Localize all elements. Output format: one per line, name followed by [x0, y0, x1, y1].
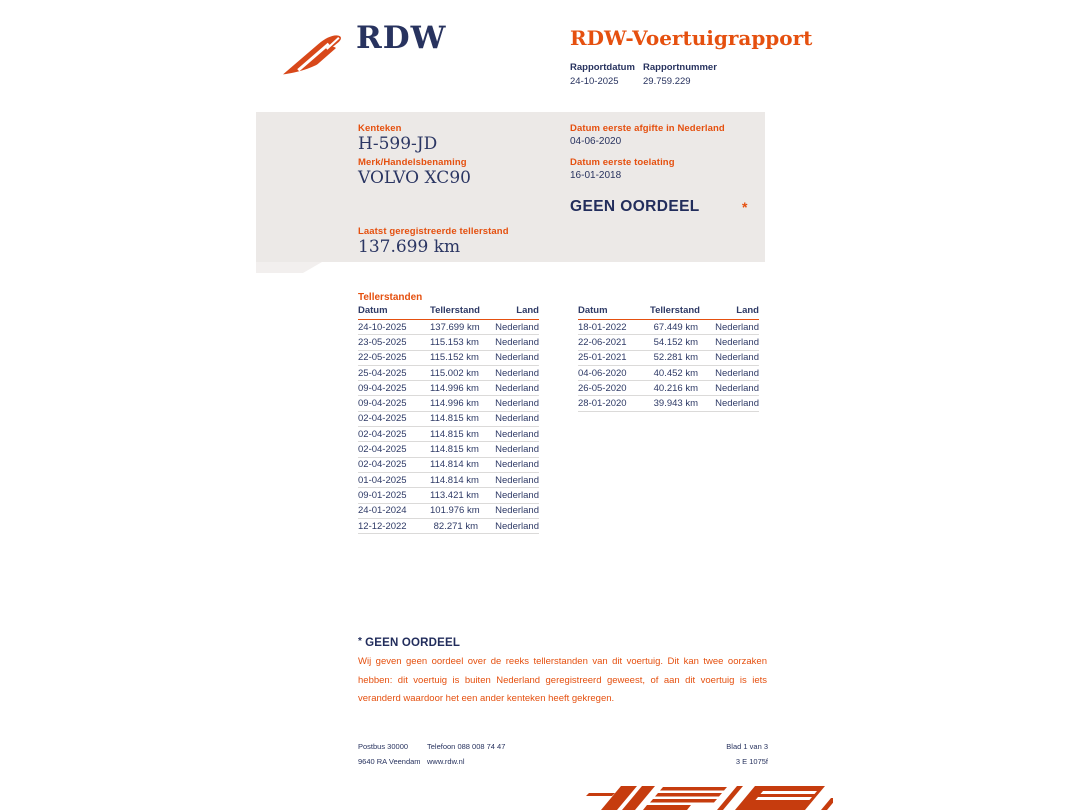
rdw-logo-text: RDW: [356, 20, 447, 56]
rdw-wing-logo-icon: [282, 28, 346, 76]
tellerstand-label: Laatst geregistreerde tellerstand: [358, 226, 509, 237]
header-datum: Datum: [358, 305, 388, 316]
table-cell: 25-04-2025: [358, 367, 407, 379]
table-cell: 12-12-2022: [358, 520, 407, 532]
footer-page-number: Blad 1 van 3: [726, 742, 768, 751]
table-cell: Nederland: [495, 459, 539, 471]
table-cell: 54.152 km: [653, 336, 698, 348]
footnote-asterisk: *: [358, 636, 363, 647]
table-cell: 26-05-2020: [578, 382, 627, 394]
table-row: [358, 473, 539, 488]
table-cell: 04-06-2020: [578, 367, 627, 379]
table-cell: Nederland: [715, 321, 759, 333]
tellerstanden-table-right: [578, 305, 759, 412]
oordeel-status: GEEN OORDEEL: [570, 198, 700, 215]
table-cell: Nederland: [495, 367, 539, 379]
table-cell: Nederland: [495, 336, 539, 348]
rapportnummer-label: Rapportnummer: [643, 62, 717, 73]
table-cell: 114.996 km: [430, 382, 479, 394]
table-row: [358, 335, 539, 350]
table-cell: 114.815 km: [430, 444, 479, 456]
table-cell: 67.449 km: [653, 321, 698, 333]
kenteken-label: Kenteken: [358, 123, 402, 134]
table-cell: Nederland: [495, 382, 539, 394]
header-tellerstand: Tellerstand: [650, 305, 700, 316]
table-cell: Nederland: [715, 336, 759, 348]
table-body: [358, 320, 539, 534]
footer-address: [358, 739, 421, 769]
table-cell: 113.421 km: [430, 489, 479, 501]
rapportdatum-value: 24-10-2025: [570, 76, 619, 87]
footer-form-code: 3 E 1075f: [735, 757, 768, 766]
table-cell: 09-04-2025: [358, 382, 407, 394]
table-header-row: [358, 305, 539, 320]
document-title: RDW-Voertuigrapport: [570, 26, 813, 50]
table-row: [358, 519, 539, 534]
vehicle-summary-box: [256, 112, 765, 262]
table-cell: 18-01-2022: [578, 321, 627, 333]
rapportnummer-value: 29.759.229: [643, 76, 691, 87]
table-cell: 02-04-2025: [358, 428, 407, 440]
footnote-title-text: GEEN OORDEEL: [365, 637, 461, 649]
table-row: [358, 412, 539, 427]
table-cell: 115.152 km: [430, 352, 479, 364]
report-meta: [570, 62, 717, 87]
table-cell: Nederland: [495, 520, 539, 532]
tellerstanden-section-title: Tellerstanden: [358, 292, 423, 303]
table-cell: 02-04-2025: [358, 459, 407, 471]
table-row: [358, 442, 539, 457]
footnote-title: [358, 636, 460, 649]
table-cell: 09-01-2025: [358, 489, 407, 501]
table-cell: 09-04-2025: [358, 398, 407, 410]
toelating-label: Datum eerste toelating: [570, 157, 675, 168]
table-row: [578, 335, 759, 350]
table-row: [358, 351, 539, 366]
table-cell: Nederland: [495, 474, 539, 486]
table-cell: Nederland: [495, 489, 539, 501]
header-land: Land: [516, 305, 539, 316]
table-row: [578, 366, 759, 381]
oordeel-asterisk: *: [742, 199, 748, 215]
afgifte-label: Datum eerste afgifte in Nederland: [570, 123, 725, 134]
table-cell: 101.976 km: [430, 505, 480, 517]
table-cell: 23-05-2025: [358, 336, 407, 348]
afgifte-value: 04-06-2020: [570, 136, 622, 147]
rapportdatum-label: Rapportdatum: [570, 62, 635, 73]
table-row: [358, 488, 539, 503]
table-row: [358, 366, 539, 381]
rdw-wing-stripes-graphic-icon: [585, 784, 833, 810]
toelating-value: 16-01-2018: [570, 170, 622, 181]
table-cell: 02-04-2025: [358, 444, 407, 456]
table-cell: 01-04-2025: [358, 474, 407, 486]
table-cell: 22-06-2021: [578, 336, 627, 348]
table-cell: 52.281 km: [653, 352, 698, 364]
table-cell: 114.815 km: [430, 428, 479, 440]
table-row: [578, 320, 759, 335]
table-cell: 22-05-2025: [358, 352, 407, 364]
table-cell: Nederland: [715, 367, 759, 379]
footnote-body: Wij geven geen oordeel over de reeks tellerstanden van dit voertuig. Dit kan twee oorzaken hebben: dit voertuig is buiten Nederland geregistreerd geweest, of aan dit voertuig is iets veranderd waardoor het een ander kenteken heeft gekregen.: [358, 656, 767, 704]
table-row: [578, 381, 759, 396]
table-row: [358, 458, 539, 473]
tellerstanden-table-left: [358, 305, 539, 534]
table-cell: 137.699 km: [430, 321, 480, 333]
tellerstand-value: 137.699 km: [358, 237, 461, 257]
footer-phone: Telefoon 088 008 74 47: [427, 742, 506, 751]
table-body: [578, 320, 759, 412]
table-cell: 115.153 km: [430, 336, 479, 348]
table-cell: Nederland: [495, 505, 539, 517]
table-row: [358, 427, 539, 442]
table-cell: Nederland: [495, 428, 539, 440]
footer-contact: [427, 739, 505, 769]
table-cell: 114.815 km: [430, 413, 479, 425]
table-cell: 40.452 km: [653, 367, 698, 379]
table-cell: 24-10-2025: [358, 321, 407, 333]
table-cell: 24-01-2024: [358, 505, 407, 517]
table-cell: Nederland: [495, 398, 539, 410]
table-row: [358, 381, 539, 396]
table-header-row: [578, 305, 759, 320]
footer-city: 9640 RA Veendam: [358, 757, 421, 766]
table-cell: 82.271 km: [433, 520, 478, 532]
table-cell: 114.814 km: [430, 459, 479, 471]
table-row: [578, 396, 759, 411]
table-cell: Nederland: [495, 352, 539, 364]
table-cell: 114.996 km: [430, 398, 479, 410]
table-cell: 39.943 km: [653, 398, 698, 410]
table-row: [358, 504, 539, 519]
merk-value: VOLVO XC90: [358, 168, 471, 188]
footer-website: www.rdw.nl: [427, 757, 465, 766]
table-cell: Nederland: [715, 352, 759, 364]
kenteken-value: H-599-JD: [358, 134, 438, 154]
table-cell: 25-01-2021: [578, 352, 627, 364]
table-cell: Nederland: [495, 413, 539, 425]
table-cell: 114.814 km: [430, 474, 479, 486]
table-cell: Nederland: [715, 398, 759, 410]
table-cell: Nederland: [495, 321, 539, 333]
footer-page-info: [640, 739, 768, 769]
header-land: Land: [736, 305, 759, 316]
header-datum: Datum: [578, 305, 608, 316]
table-row: [578, 351, 759, 366]
table-cell: Nederland: [495, 444, 539, 456]
table-cell: 02-04-2025: [358, 413, 407, 425]
table-cell: 40.216 km: [653, 382, 698, 394]
table-cell: 28-01-2020: [578, 398, 627, 410]
summary-box-corner-fold: [256, 262, 322, 273]
table-row: [358, 396, 539, 411]
table-cell: 115.002 km: [430, 367, 479, 379]
table-cell: Nederland: [715, 382, 759, 394]
header-tellerstand: Tellerstand: [430, 305, 480, 316]
footer-postbus: Postbus 30000: [358, 742, 409, 751]
table-row: [358, 320, 539, 335]
merk-label: Merk/Handelsbenaming: [358, 157, 467, 168]
